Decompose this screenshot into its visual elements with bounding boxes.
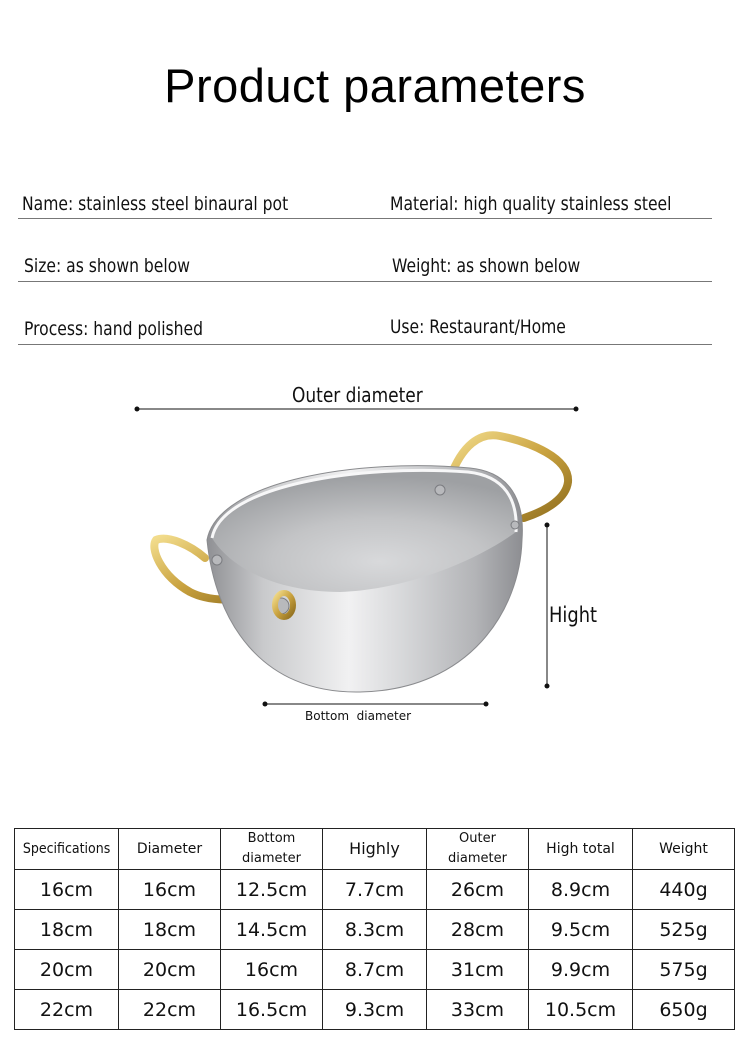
spec-use: Use: Restaurant/Home <box>390 316 566 338</box>
height-label: Hight <box>549 603 598 627</box>
header-weight: Weight <box>633 829 735 870</box>
table-cell: 28cm <box>427 910 529 950</box>
table-cell: 22cm <box>119 990 221 1030</box>
table-cell: 440g <box>633 870 735 910</box>
bottom-diameter-label: Bottom diameter <box>305 709 412 723</box>
table-cell: 7.7cm <box>323 870 427 910</box>
table-cell: 575g <box>633 950 735 990</box>
table-row <box>15 910 735 950</box>
outer-diameter-label: Outer diameter <box>292 383 423 407</box>
table-cell: 8.3cm <box>323 910 427 950</box>
table-cell: 20cm <box>15 950 119 990</box>
table-cell: 14.5cm <box>221 910 323 950</box>
table-cell: 650g <box>633 990 735 1030</box>
table-cell: 20cm <box>119 950 221 990</box>
table-cell: 12.5cm <box>221 870 323 910</box>
table-cell: 9.3cm <box>323 990 427 1030</box>
spec-divider-2 <box>18 281 712 282</box>
table-cell: 18cm <box>119 910 221 950</box>
table-cell: 26cm <box>427 870 529 910</box>
spec-material: Material: high quality stainless steel <box>390 193 672 215</box>
table-row <box>15 990 735 1030</box>
header-specifications: Specifications <box>15 829 119 870</box>
spec-weight: Weight: as shown below <box>392 255 581 277</box>
spec-divider-3 <box>18 344 712 345</box>
spec-process: Process: hand polished <box>24 318 203 340</box>
table-row <box>15 950 735 990</box>
spec-size: Size: as shown below <box>24 255 190 277</box>
table-cell: 22cm <box>15 990 119 1030</box>
header-highly: Highly <box>323 829 427 870</box>
table-cell: 18cm <box>15 910 119 950</box>
spec-name: Name: stainless steel binaural pot <box>22 193 289 215</box>
table-cell: 10.5cm <box>529 990 633 1030</box>
outer-diameter-line <box>135 407 579 412</box>
page-title: Product parameters <box>164 59 586 112</box>
header-high-total: High total <box>529 829 633 870</box>
table-cell: 33cm <box>427 990 529 1030</box>
table-cell: 16cm <box>15 870 119 910</box>
header-bottom-diameter: Bottom diameter <box>221 829 323 870</box>
table-cell: 16cm <box>119 870 221 910</box>
table-cell: 9.9cm <box>529 950 633 990</box>
table-cell: 16.5cm <box>221 990 323 1030</box>
bottom-diameter-line <box>263 702 489 707</box>
table-header-row <box>15 829 735 870</box>
table-cell: 8.9cm <box>529 870 633 910</box>
table-row <box>15 870 735 910</box>
parameter-table <box>14 828 735 1030</box>
header-diameter: Diameter <box>119 829 221 870</box>
table-cell: 31cm <box>427 950 529 990</box>
table-cell: 8.7cm <box>323 950 427 990</box>
spec-divider-1 <box>18 218 712 219</box>
table-cell: 16cm <box>221 950 323 990</box>
header-outer-diameter: Outer diameter <box>427 829 529 870</box>
table-cell: 9.5cm <box>529 910 633 950</box>
table-cell: 525g <box>633 910 735 950</box>
